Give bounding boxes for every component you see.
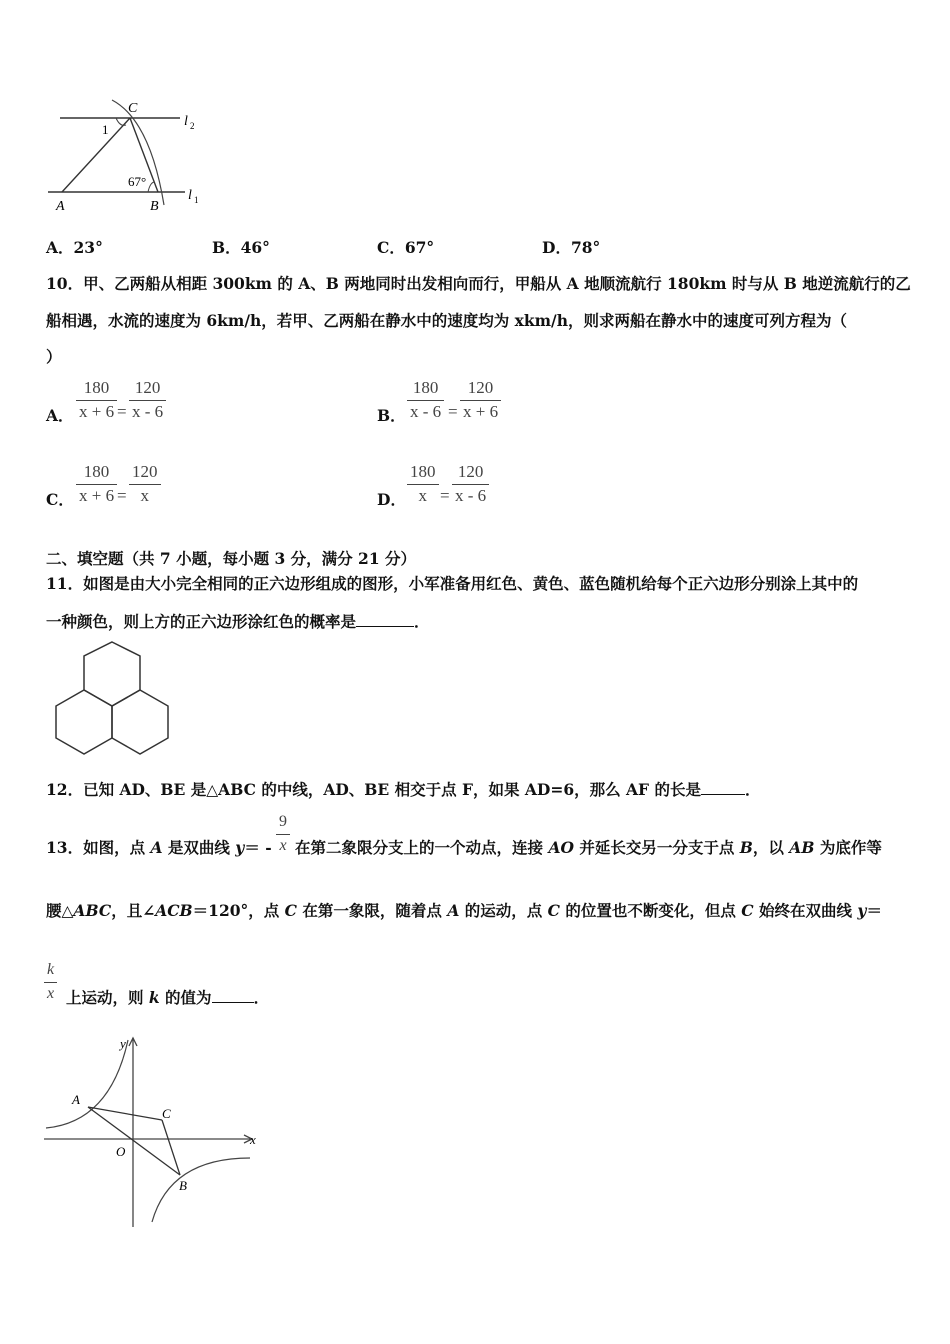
svg-text:1: 1 [194,195,199,205]
svg-text:B: B [179,1178,187,1193]
q10-line2: 船相遇，水流的速度为 6km/h，若甲、乙两船在静水中的速度均为 xkm/h，则求两船在静水中的速度可列方程为（ [46,311,847,330]
svg-text:2: 2 [190,121,195,131]
svg-text:l: l [184,114,188,129]
q13-fraction-9-over-x: $\frac{9}{x}$ [276,810,290,857]
svg-text:y: y [120,1036,126,1051]
q9-option-d: D．78° [542,238,601,257]
q12-text: 12．已知 AD、BE 是△ABC 的中线，AD、BE 相交于点 F，如果 AD=6，那么 AF 的长是 ． [46,780,761,799]
answer-blank [212,1002,254,1003]
q9-option-c: C．67° [377,238,435,257]
q10-line3: ） [46,347,62,366]
section-2-heading: 二、填空题（共 7 小题，每小题 3 分，满分 21 分） [46,549,417,568]
q11-line1: 11．如图是由大小完全相同的正六边形组成的图形，小军准备用红色、黄色、蓝色随机给每个正六边形分别涂上其中的 [46,574,859,593]
svg-text:C: C [162,1106,171,1121]
hyperbola-figure [40,1032,265,1232]
angle-figure [40,95,210,220]
svg-text:A: A [72,1092,80,1107]
answer-blank [356,626,414,627]
q13-line3: 上运动，则 k 的值为 ． [66,988,270,1007]
q13-line2: 腰△ABC，且∠ACB＝120°，点 C 在第一象限，随着点 A 的运动，点 C 的位置也不断变化，但点 C 始终在双曲线 y＝ [46,901,882,920]
q13-line1: 13．如图，点 A 是双曲线 y＝ - 在第二象限分支上的一个动点，连接 AO 并延长交另一分支于点 B，以 AB 为底作等 [46,838,882,857]
answer-blank [701,794,745,795]
hexagon-figure [50,640,175,760]
q9-option-b: B．46° [212,238,270,257]
label-c: C [128,101,138,116]
label-b: B [150,199,159,214]
q13-fraction-k-over-x: $\frac{k}{x}$ [44,958,57,1005]
label-angle-1: 1 [102,122,109,137]
q9-option-a: A．23° [46,238,103,257]
svg-text:O: O [116,1144,126,1159]
svg-text:x: x [250,1132,256,1147]
label-a: A [56,199,65,214]
q11-line2: 一种颜色，则上方的正六边形涂红色的概率是 ． [46,612,430,631]
q10-line1: 10．甲、乙两船从相距 300km 的 A、B 两地同时出发相向而行，甲船从 A 地顺流航行 180km 时与从 B 地逆流航行的乙 [46,274,911,293]
svg-text:l: l [188,188,192,203]
label-67: 67° [128,174,147,189]
